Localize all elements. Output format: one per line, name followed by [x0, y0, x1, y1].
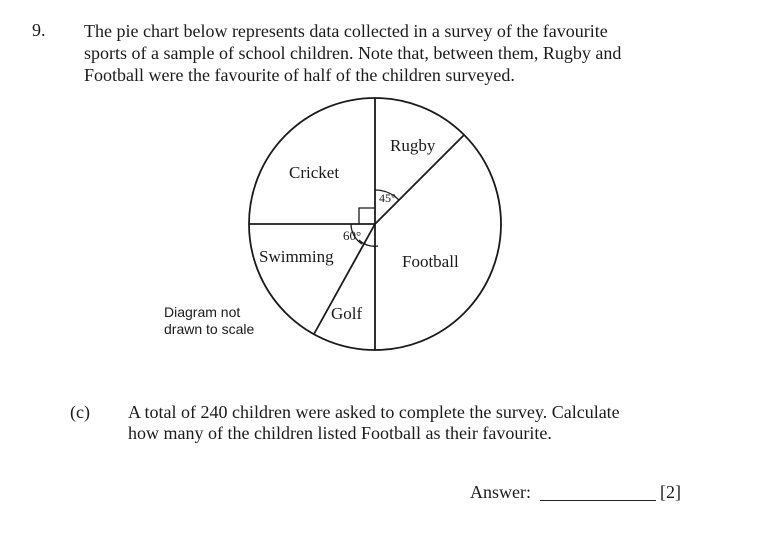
sector-label-golf: Golf [331, 304, 363, 323]
note-line-1: Diagram not [164, 304, 241, 320]
answer-line[interactable] [540, 500, 656, 501]
sector-label-football: Football [402, 252, 459, 271]
right-angle-marker [359, 208, 375, 224]
sector-label-rugby: Rugby [390, 136, 436, 155]
diagram-scale-note [164, 304, 254, 338]
sector-label-swimming: Swimming [259, 247, 334, 266]
intro-line-1: The pie chart below represents data collected in a survey of the favourite [84, 21, 608, 41]
part-c-question [128, 402, 688, 444]
intro-line-2: sports of a sample of school children. Note that, between them, Rugby and [84, 43, 622, 63]
angle-label-45: 45° [379, 191, 396, 205]
question-number: 9. [32, 20, 46, 40]
answer-label: Answer: [470, 482, 531, 502]
part-c-label: (c) [70, 402, 90, 422]
marks-badge: [2] [660, 482, 681, 502]
intro-line-3: Football were the favourite of half of the children surveyed. [84, 65, 515, 85]
part-c-line-1: A total of 240 children were asked to complete the survey. Calculate [128, 402, 620, 422]
part-c-line-2: how many of the children listed Football as their favourite. [128, 423, 552, 443]
angle-label-60: 60° [343, 228, 362, 243]
sector-label-cricket: Cricket [289, 163, 340, 182]
note-line-2: drawn to scale [164, 321, 255, 337]
